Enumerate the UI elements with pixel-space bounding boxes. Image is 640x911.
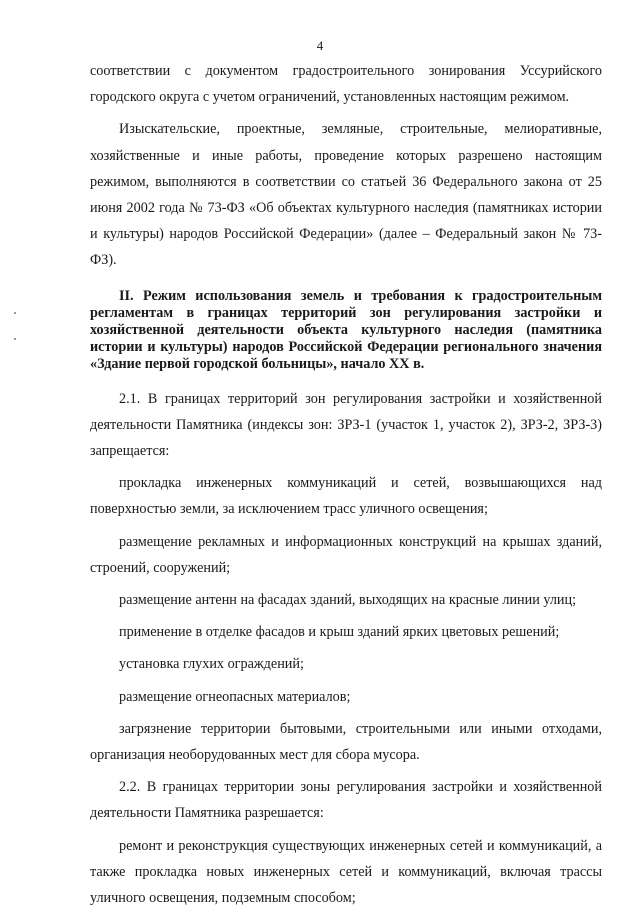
list-item: загрязнение территории бытовыми, строительными или иными отходами, организация необорудованных мест для сбора мусора. bbox=[90, 720, 602, 764]
list-item: размещение антенн на фасадах зданий, выходящих на красные линии улиц; bbox=[119, 592, 577, 609]
list-item: применение в отделке фасадов и крыш зданий ярких цветовых решений; bbox=[119, 624, 560, 641]
paragraph: 2.1. В границах территорий зон регулирования застройки и хозяйственной деятельности Памятника (индексы зон: ЗРЗ-1 (участок 1, участок 2), ЗРЗ-2, ЗРЗ-3) запрещается: bbox=[90, 390, 602, 460]
paragraph: 2.2. В границах территории зоны регулирования застройки и хозяйственной деятельности Памятника разрешается: bbox=[90, 779, 602, 822]
scan-mark bbox=[14, 338, 16, 340]
paragraph: Изыскательские, проектные, земляные, строительные, мелиоративные, хозяйственные и иные работы, проведение которых разрешено настоящим режимом, выполняются в соответствии со статьей 36 Федерального закона от 25 июня 2002 года № 73-ФЗ «Об объектах культурного наследия (памятниках истории и культуры) народов Российской Федерации» (далее – Федеральный закон № 73-ФЗ). bbox=[90, 121, 602, 269]
list-item: прокладка инженерных коммуникаций и сетей, возвышающихся над поверхностью земли, за исключением трасс уличного освещения; bbox=[90, 475, 602, 518]
scan-mark bbox=[14, 312, 16, 314]
list-item: ремонт и реконструкция существующих инженерных сетей и коммуникаций, а также прокладка новых инженерных сетей и коммуникаций, включая трассы уличного освещения, подземным способом; bbox=[90, 837, 602, 907]
list-item: размещение рекламных и информационных конструкций на крышах зданий, строений, сооружений; bbox=[90, 533, 602, 576]
page-number: 4 bbox=[316, 38, 324, 53]
section-heading: II. Режим использования земель и требования к градостроительным регламентам в границах территорий зон регулирования застройки и хозяйственной деятельности объекта культурного наследия (памятника истории и культуры) народов Российской Федерации регионального значения «Здание первой городской больницы», начало XX в. bbox=[90, 287, 602, 373]
document-body bbox=[90, 58, 602, 911]
paragraph: соответствии с документом градостроительного зонирования Уссурийского городского округа с учетом ограничений, установленных настоящим режимом. bbox=[90, 63, 602, 106]
list-item: размещение огнеопасных материалов; bbox=[119, 688, 351, 705]
list-item: установка глухих ограждений; bbox=[119, 656, 304, 673]
